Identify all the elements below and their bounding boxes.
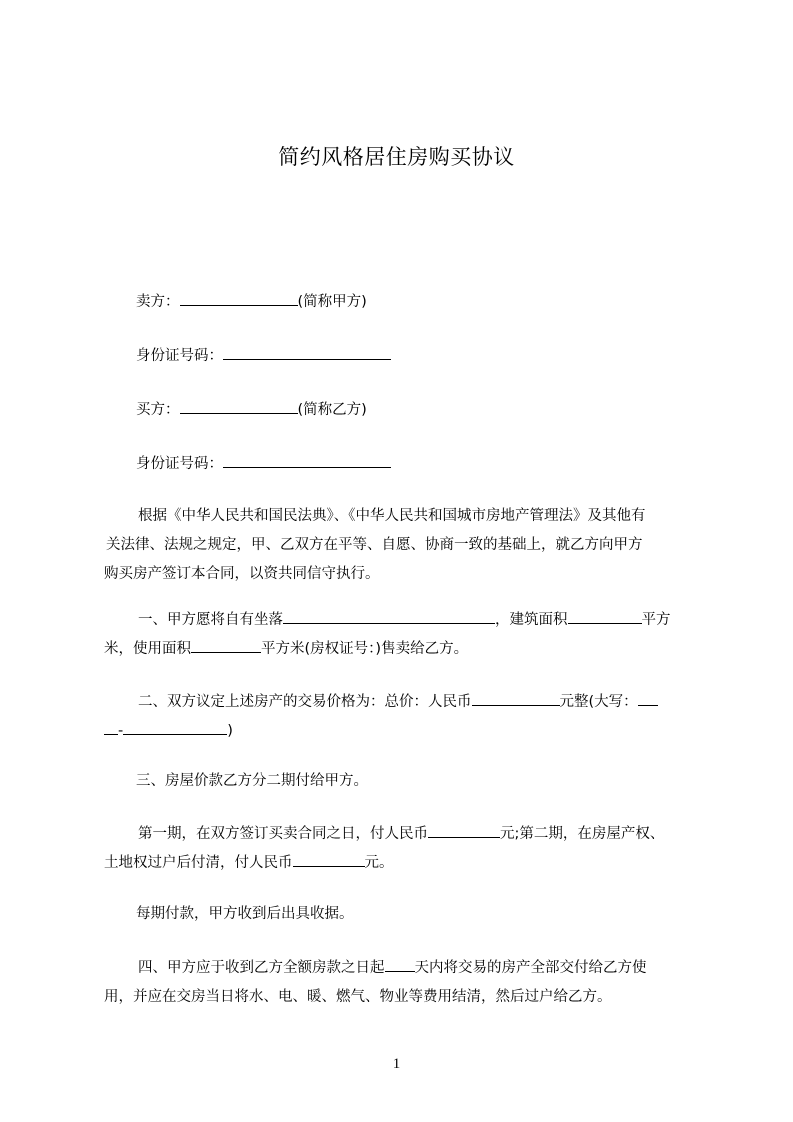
clause-1-text-c: 平方 (641, 612, 671, 628)
seller-id-line (136, 345, 391, 366)
document-title: 简约风格居住房购买协议 (278, 145, 515, 169)
property-location-blank (283, 609, 495, 624)
preamble-line: 根据《中华人民共和国民法典》、《中华人民共和国城市房地产管理法》及其他有 (138, 508, 646, 524)
buyer-id-line (136, 453, 391, 474)
clause-4-text-b: 天内将交易的房产全部交付给乙方使 (414, 960, 647, 976)
delivery-days-blank (385, 957, 415, 972)
seller-line (136, 291, 367, 312)
second-payment-blank (293, 852, 365, 867)
clause-1-text-a: 一、甲方愿将自有坐落 (138, 612, 283, 628)
seller-id-blank (223, 345, 391, 360)
clause-1-text-d: 米，使用面积 (104, 641, 191, 657)
phase-text-d: 元。 (364, 855, 394, 871)
phase-text-a: 第一期，在双方签订买卖合同之日，付人民币 (138, 826, 428, 842)
buyer-name-blank (180, 399, 298, 414)
clause-2-text-b: 元整(大写： (559, 694, 638, 710)
clause-2-line (104, 688, 700, 717)
seller-note: (简称甲方) (297, 294, 367, 310)
clause-3-line: 三、房屋价款乙方分二期付给甲方。 (136, 773, 368, 789)
clause-4-paragraph (104, 954, 700, 1012)
clause-4-line: 用，并应在交房当日将水、电、暖、燃气、物业等费用结清，然后过户给乙方。 (104, 989, 612, 1005)
buyer-line (136, 399, 367, 420)
payment-phase-paragraph (104, 820, 700, 878)
buyer-id-label: 身份证号码： (136, 456, 223, 472)
buyer-note: (简称乙方) (297, 402, 367, 418)
receipt-line: 每期付款，甲方收到后出具收据。 (136, 906, 354, 922)
clause-4-text-a: 四、甲方应于收到乙方全额房款之日起 (138, 960, 385, 976)
first-payment-blank (428, 823, 500, 838)
clause-1-paragraph (104, 606, 700, 664)
preamble-line: 关法律、法规之规定，甲、乙双方在平等、自愿、协商一致的基础上，就乙方向甲方 (106, 537, 643, 553)
clause-2-text-c: - (118, 723, 124, 739)
clause-2-text-d: ) (227, 723, 233, 739)
preamble-line: 购买房产签订本合同，以资共同信守执行。 (104, 566, 380, 582)
total-price-blank (472, 691, 560, 706)
phase-text-b: 元;第二期，在房屋产权、 (500, 826, 665, 842)
page-number: 1 (392, 1056, 401, 1072)
payment-phase-line (104, 849, 700, 878)
clause-1-line (104, 606, 700, 635)
preamble-paragraph (104, 502, 700, 589)
phase-text-c: 土地权过户后付清，付人民币 (104, 855, 293, 871)
clause-1-text-b: ，建筑面积 (495, 612, 568, 628)
usable-area-blank (191, 638, 261, 653)
clause-2-paragraph (104, 688, 700, 746)
building-area-blank (568, 609, 642, 624)
clause-2-text-a: 二、双方议定上述房产的交易价格为：总价：人民币 (138, 694, 472, 710)
payment-phase-line (104, 820, 700, 849)
price-words-blank-continued (104, 720, 118, 735)
buyer-id-blank (223, 453, 391, 468)
clause-4-line (104, 954, 700, 983)
seller-name-blank (180, 291, 298, 306)
clause-1-text-e: 平方米(房权证号：)售卖给乙方。 (261, 641, 469, 657)
price-words-blank (638, 691, 658, 706)
buyer-label: 买方： (136, 402, 180, 418)
seller-label: 卖方： (136, 294, 180, 310)
clause-2-line (104, 717, 700, 746)
clause-1-line (104, 635, 700, 664)
price-words-blank-end (123, 720, 227, 735)
seller-id-label: 身份证号码： (136, 348, 223, 364)
